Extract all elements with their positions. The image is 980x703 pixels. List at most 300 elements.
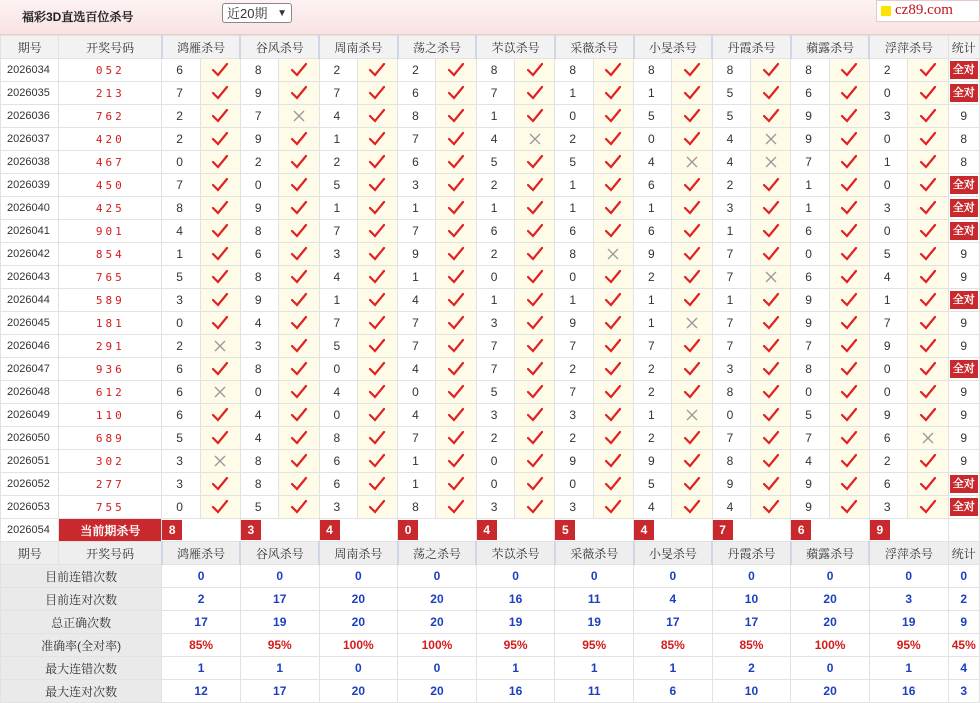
issue-number: 2026053 bbox=[1, 496, 59, 519]
kill-number: 5 bbox=[162, 427, 200, 450]
cross-icon bbox=[200, 381, 240, 404]
check-icon bbox=[436, 496, 476, 519]
kill-number: 7 bbox=[476, 82, 514, 105]
kill-number: 2 bbox=[634, 427, 672, 450]
kill-number: 2 bbox=[634, 266, 672, 289]
table-row bbox=[1, 496, 980, 519]
check-icon bbox=[200, 358, 240, 381]
check-icon bbox=[436, 243, 476, 266]
kill-number: 9 bbox=[712, 473, 750, 496]
kill-number: 1 bbox=[712, 289, 750, 312]
check-icon bbox=[515, 59, 555, 82]
kill-number: 3 bbox=[712, 358, 750, 381]
kill-number: 8 bbox=[555, 59, 593, 82]
kill-number: 3 bbox=[476, 312, 514, 335]
check-icon bbox=[750, 243, 790, 266]
kill-number: 9 bbox=[791, 289, 829, 312]
table-row bbox=[1, 105, 980, 128]
row-stat: 9 bbox=[948, 105, 979, 128]
check-icon bbox=[672, 128, 712, 151]
check-icon bbox=[200, 105, 240, 128]
check-icon bbox=[672, 335, 712, 358]
kill-number: 9 bbox=[791, 496, 829, 519]
kill-number: 7 bbox=[791, 151, 829, 174]
header-expert: 蘋露杀号 bbox=[791, 542, 870, 565]
kill-number: 4 bbox=[712, 151, 750, 174]
check-icon bbox=[279, 82, 319, 105]
summary-value: 0 bbox=[555, 565, 634, 588]
check-icon bbox=[200, 151, 240, 174]
summary-value: 0 bbox=[398, 657, 477, 680]
summary-value: 85% bbox=[162, 634, 241, 657]
check-icon bbox=[908, 358, 948, 381]
row-stat: 8 bbox=[948, 151, 979, 174]
kill-number: 1 bbox=[634, 197, 672, 220]
kill-number: 1 bbox=[476, 197, 514, 220]
check-icon bbox=[750, 174, 790, 197]
kill-number: 8 bbox=[712, 381, 750, 404]
check-icon bbox=[279, 404, 319, 427]
check-icon bbox=[829, 220, 869, 243]
kill-number: 0 bbox=[319, 404, 357, 427]
all-right-badge: 全对 bbox=[950, 360, 978, 378]
check-icon bbox=[908, 220, 948, 243]
kill-number: 2 bbox=[476, 243, 514, 266]
issue-number: 2026049 bbox=[1, 404, 59, 427]
kill-number: 4 bbox=[398, 358, 436, 381]
issue-number: 2026046 bbox=[1, 335, 59, 358]
kill-number: 5 bbox=[634, 473, 672, 496]
check-icon bbox=[279, 289, 319, 312]
kill-number: 9 bbox=[634, 450, 672, 473]
table-row bbox=[1, 404, 980, 427]
kill-number: 1 bbox=[162, 243, 200, 266]
check-icon bbox=[593, 128, 633, 151]
draw-number: 181 bbox=[59, 312, 162, 335]
kill-number: 4 bbox=[398, 289, 436, 312]
check-icon bbox=[436, 404, 476, 427]
current-kill-number: 4 bbox=[320, 520, 340, 540]
check-icon bbox=[200, 59, 240, 82]
check-icon bbox=[829, 450, 869, 473]
kill-number: 1 bbox=[634, 82, 672, 105]
check-icon bbox=[200, 473, 240, 496]
kill-number: 4 bbox=[869, 266, 907, 289]
kill-number: 6 bbox=[634, 220, 672, 243]
table-row bbox=[1, 82, 980, 105]
header-stat: 统计 bbox=[948, 36, 979, 59]
check-icon bbox=[279, 128, 319, 151]
check-icon bbox=[672, 427, 712, 450]
check-icon bbox=[357, 151, 397, 174]
current-kill-number: 6 bbox=[791, 520, 811, 540]
check-icon bbox=[750, 105, 790, 128]
draw-number: 762 bbox=[59, 105, 162, 128]
kill-number: 5 bbox=[476, 381, 514, 404]
cross-icon bbox=[279, 105, 319, 128]
summary-value: 17 bbox=[162, 611, 241, 634]
kill-number: 2 bbox=[712, 174, 750, 197]
summary-value: 0 bbox=[240, 565, 319, 588]
check-icon bbox=[515, 174, 555, 197]
check-icon bbox=[357, 381, 397, 404]
current-kill-cell bbox=[634, 519, 713, 542]
kill-number: 1 bbox=[791, 197, 829, 220]
current-kill-cell bbox=[555, 519, 634, 542]
kill-number: 9 bbox=[791, 473, 829, 496]
summary-value: 0 bbox=[319, 565, 398, 588]
kill-number: 9 bbox=[791, 128, 829, 151]
row-stat bbox=[948, 496, 979, 519]
check-icon bbox=[908, 381, 948, 404]
draw-number: 277 bbox=[59, 473, 162, 496]
summary-row bbox=[1, 588, 980, 611]
page-title: 福彩3D直选百位杀号 bbox=[22, 10, 134, 24]
kill-number: 9 bbox=[240, 197, 278, 220]
kill-number: 1 bbox=[398, 473, 436, 496]
summary-row bbox=[1, 611, 980, 634]
kill-number: 1 bbox=[555, 289, 593, 312]
kill-number: 4 bbox=[791, 450, 829, 473]
summary-value: 10 bbox=[712, 680, 791, 703]
kill-number: 2 bbox=[162, 335, 200, 358]
check-icon bbox=[672, 496, 712, 519]
kill-number: 4 bbox=[162, 220, 200, 243]
check-icon bbox=[829, 496, 869, 519]
check-icon bbox=[672, 450, 712, 473]
header-expert: 采薇杀号 bbox=[555, 36, 634, 59]
check-icon bbox=[593, 105, 633, 128]
cross-icon bbox=[200, 450, 240, 473]
current-kill-cell bbox=[240, 519, 319, 542]
kill-number: 3 bbox=[555, 404, 593, 427]
draw-number: 936 bbox=[59, 358, 162, 381]
draw-number: 854 bbox=[59, 243, 162, 266]
header-issue: 期号 bbox=[1, 36, 59, 59]
check-icon bbox=[357, 289, 397, 312]
check-icon bbox=[908, 289, 948, 312]
check-icon bbox=[908, 197, 948, 220]
kill-number: 7 bbox=[791, 335, 829, 358]
issue-number: 2026044 bbox=[1, 289, 59, 312]
check-icon bbox=[593, 266, 633, 289]
check-icon bbox=[908, 82, 948, 105]
summary-value: 1 bbox=[476, 657, 555, 680]
kill-number: 1 bbox=[319, 197, 357, 220]
check-icon bbox=[672, 174, 712, 197]
summary-stat: 3 bbox=[948, 680, 979, 703]
summary-value: 100% bbox=[791, 634, 870, 657]
kill-number: 2 bbox=[634, 358, 672, 381]
summary-value: 0 bbox=[476, 565, 555, 588]
kill-number: 1 bbox=[555, 197, 593, 220]
check-icon bbox=[436, 427, 476, 450]
kill-number: 2 bbox=[476, 174, 514, 197]
table-row bbox=[1, 59, 980, 82]
issue-number: 2026041 bbox=[1, 220, 59, 243]
kill-number: 2 bbox=[162, 105, 200, 128]
kill-number: 1 bbox=[398, 197, 436, 220]
summary-value: 95% bbox=[476, 634, 555, 657]
kill-number: 5 bbox=[240, 496, 278, 519]
period-range-value: 近20期 bbox=[227, 6, 268, 21]
check-icon bbox=[593, 197, 633, 220]
check-icon bbox=[279, 473, 319, 496]
summary-value: 0 bbox=[634, 565, 713, 588]
summary-value: 11 bbox=[555, 588, 634, 611]
kill-number: 0 bbox=[634, 128, 672, 151]
current-kill-number: 0 bbox=[398, 520, 418, 540]
kill-number: 7 bbox=[555, 335, 593, 358]
kill-number: 8 bbox=[319, 427, 357, 450]
kill-number: 1 bbox=[869, 151, 907, 174]
check-icon bbox=[515, 105, 555, 128]
check-icon bbox=[672, 358, 712, 381]
check-icon bbox=[750, 197, 790, 220]
current-stat-empty bbox=[948, 519, 979, 542]
table-row bbox=[1, 381, 980, 404]
table-row bbox=[1, 427, 980, 450]
kill-number: 0 bbox=[162, 151, 200, 174]
check-icon bbox=[357, 266, 397, 289]
header-expert: 谷风杀号 bbox=[240, 36, 319, 59]
kill-number: 0 bbox=[476, 450, 514, 473]
kill-number: 9 bbox=[240, 289, 278, 312]
check-icon bbox=[593, 59, 633, 82]
check-icon bbox=[436, 197, 476, 220]
kill-number: 9 bbox=[869, 404, 907, 427]
check-icon bbox=[357, 404, 397, 427]
kill-number: 3 bbox=[162, 289, 200, 312]
check-icon bbox=[750, 427, 790, 450]
cross-icon bbox=[200, 335, 240, 358]
check-icon bbox=[908, 404, 948, 427]
header-expert: 芣苡杀号 bbox=[476, 542, 555, 565]
check-icon bbox=[357, 358, 397, 381]
draw-number: 765 bbox=[59, 266, 162, 289]
cross-icon bbox=[750, 151, 790, 174]
kill-number: 4 bbox=[240, 312, 278, 335]
check-icon bbox=[829, 427, 869, 450]
table-header-row bbox=[1, 36, 980, 59]
check-icon bbox=[200, 266, 240, 289]
all-right-badge: 全对 bbox=[950, 475, 978, 493]
check-icon bbox=[908, 312, 948, 335]
kill-number: 6 bbox=[162, 381, 200, 404]
kill-number: 6 bbox=[162, 358, 200, 381]
issue-number: 2026038 bbox=[1, 151, 59, 174]
summary-value: 100% bbox=[319, 634, 398, 657]
header-expert: 丹霞杀号 bbox=[712, 542, 791, 565]
kill-number: 2 bbox=[869, 59, 907, 82]
check-icon bbox=[436, 174, 476, 197]
logo-text: cz89.com bbox=[895, 2, 953, 18]
kill-number: 2 bbox=[319, 59, 357, 82]
summary-value: 0 bbox=[791, 565, 870, 588]
draw-number: 467 bbox=[59, 151, 162, 174]
check-icon bbox=[593, 473, 633, 496]
current-kill-number: 5 bbox=[555, 520, 575, 540]
summary-value: 19 bbox=[869, 611, 948, 634]
cross-icon bbox=[515, 128, 555, 151]
summary-value: 1 bbox=[162, 657, 241, 680]
issue-number: 2026035 bbox=[1, 82, 59, 105]
current-issue-row bbox=[1, 519, 980, 542]
row-stat: 9 bbox=[948, 404, 979, 427]
kill-number: 7 bbox=[398, 312, 436, 335]
kill-number: 8 bbox=[240, 358, 278, 381]
kill-number: 5 bbox=[869, 243, 907, 266]
kill-number: 3 bbox=[712, 197, 750, 220]
all-right-badge: 全对 bbox=[950, 498, 978, 516]
check-icon bbox=[908, 266, 948, 289]
logo-square-icon bbox=[881, 6, 891, 16]
summary-value: 20 bbox=[319, 588, 398, 611]
kill-number: 4 bbox=[712, 496, 750, 519]
period-range-select[interactable] bbox=[222, 3, 292, 23]
issue-number: 2026039 bbox=[1, 174, 59, 197]
header-expert: 谷风杀号 bbox=[240, 542, 319, 565]
issue-number: 2026045 bbox=[1, 312, 59, 335]
check-icon bbox=[829, 358, 869, 381]
table-header-row bbox=[1, 542, 980, 565]
site-logo[interactable] bbox=[876, 0, 980, 22]
kill-number: 7 bbox=[791, 427, 829, 450]
header-expert: 荡之杀号 bbox=[398, 36, 477, 59]
kill-number: 3 bbox=[319, 496, 357, 519]
table-row bbox=[1, 289, 980, 312]
check-icon bbox=[200, 427, 240, 450]
kill-number: 7 bbox=[319, 82, 357, 105]
check-icon bbox=[357, 427, 397, 450]
kill-number: 7 bbox=[555, 381, 593, 404]
check-icon bbox=[515, 404, 555, 427]
kill-number: 5 bbox=[476, 151, 514, 174]
check-icon bbox=[750, 496, 790, 519]
check-icon bbox=[357, 105, 397, 128]
table-row bbox=[1, 335, 980, 358]
kill-number: 9 bbox=[240, 82, 278, 105]
check-icon bbox=[829, 82, 869, 105]
row-stat: 9 bbox=[948, 266, 979, 289]
row-stat bbox=[948, 59, 979, 82]
draw-number: 110 bbox=[59, 404, 162, 427]
kill-number: 0 bbox=[240, 174, 278, 197]
check-icon bbox=[750, 220, 790, 243]
summary-row bbox=[1, 565, 980, 588]
summary-value: 17 bbox=[712, 611, 791, 634]
cross-icon bbox=[672, 404, 712, 427]
check-icon bbox=[829, 105, 869, 128]
summary-value: 10 bbox=[712, 588, 791, 611]
summary-label: 总正确次数 bbox=[1, 611, 162, 634]
check-icon bbox=[750, 450, 790, 473]
check-icon bbox=[908, 128, 948, 151]
summary-label: 目前连对次数 bbox=[1, 588, 162, 611]
kill-number: 3 bbox=[319, 243, 357, 266]
check-icon bbox=[515, 312, 555, 335]
summary-value: 0 bbox=[791, 657, 870, 680]
kill-number: 2 bbox=[555, 427, 593, 450]
row-stat bbox=[948, 289, 979, 312]
row-stat bbox=[948, 82, 979, 105]
check-icon bbox=[515, 197, 555, 220]
kill-number: 3 bbox=[476, 496, 514, 519]
all-right-badge: 全对 bbox=[950, 84, 978, 102]
kill-number: 6 bbox=[791, 82, 829, 105]
check-icon bbox=[908, 151, 948, 174]
kill-number: 4 bbox=[634, 496, 672, 519]
kill-number: 8 bbox=[712, 59, 750, 82]
summary-value: 2 bbox=[162, 588, 241, 611]
check-icon bbox=[357, 312, 397, 335]
table-row bbox=[1, 151, 980, 174]
kill-number: 8 bbox=[791, 358, 829, 381]
summary-label: 最大连错次数 bbox=[1, 657, 162, 680]
all-right-badge: 全对 bbox=[950, 291, 978, 309]
row-stat bbox=[948, 473, 979, 496]
summary-value: 85% bbox=[634, 634, 713, 657]
summary-value: 0 bbox=[712, 565, 791, 588]
draw-number: 901 bbox=[59, 220, 162, 243]
current-kill-number: 3 bbox=[241, 520, 261, 540]
check-icon bbox=[436, 128, 476, 151]
kill-number: 7 bbox=[712, 335, 750, 358]
check-icon bbox=[436, 59, 476, 82]
row-stat: 9 bbox=[948, 450, 979, 473]
kill-number: 9 bbox=[555, 450, 593, 473]
check-icon bbox=[672, 82, 712, 105]
check-icon bbox=[279, 312, 319, 335]
cross-icon bbox=[750, 128, 790, 151]
summary-value: 0 bbox=[398, 565, 477, 588]
check-icon bbox=[436, 450, 476, 473]
check-icon bbox=[200, 128, 240, 151]
header-expert: 荡之杀号 bbox=[398, 542, 477, 565]
check-icon bbox=[515, 427, 555, 450]
current-kill-cell bbox=[319, 519, 398, 542]
draw-number: 425 bbox=[59, 197, 162, 220]
kill-number: 0 bbox=[162, 496, 200, 519]
kill-number: 6 bbox=[398, 82, 436, 105]
kill-number: 2 bbox=[555, 128, 593, 151]
check-icon bbox=[593, 335, 633, 358]
check-icon bbox=[750, 289, 790, 312]
kill-number: 9 bbox=[240, 128, 278, 151]
summary-value: 4 bbox=[634, 588, 713, 611]
check-icon bbox=[672, 289, 712, 312]
kill-number-table bbox=[0, 35, 980, 703]
cross-icon bbox=[908, 427, 948, 450]
kill-number: 0 bbox=[555, 266, 593, 289]
kill-number: 7 bbox=[476, 335, 514, 358]
row-stat: 8 bbox=[948, 128, 979, 151]
check-icon bbox=[200, 243, 240, 266]
summary-value: 12 bbox=[162, 680, 241, 703]
header-expert: 鸿雁杀号 bbox=[162, 542, 241, 565]
summary-value: 1 bbox=[555, 657, 634, 680]
issue-number: 2026051 bbox=[1, 450, 59, 473]
check-icon bbox=[908, 105, 948, 128]
check-icon bbox=[829, 312, 869, 335]
kill-number: 7 bbox=[476, 358, 514, 381]
table-row bbox=[1, 128, 980, 151]
check-icon bbox=[200, 312, 240, 335]
summary-value: 85% bbox=[712, 634, 791, 657]
check-icon bbox=[750, 381, 790, 404]
kill-number: 1 bbox=[476, 105, 514, 128]
summary-value: 1 bbox=[634, 657, 713, 680]
